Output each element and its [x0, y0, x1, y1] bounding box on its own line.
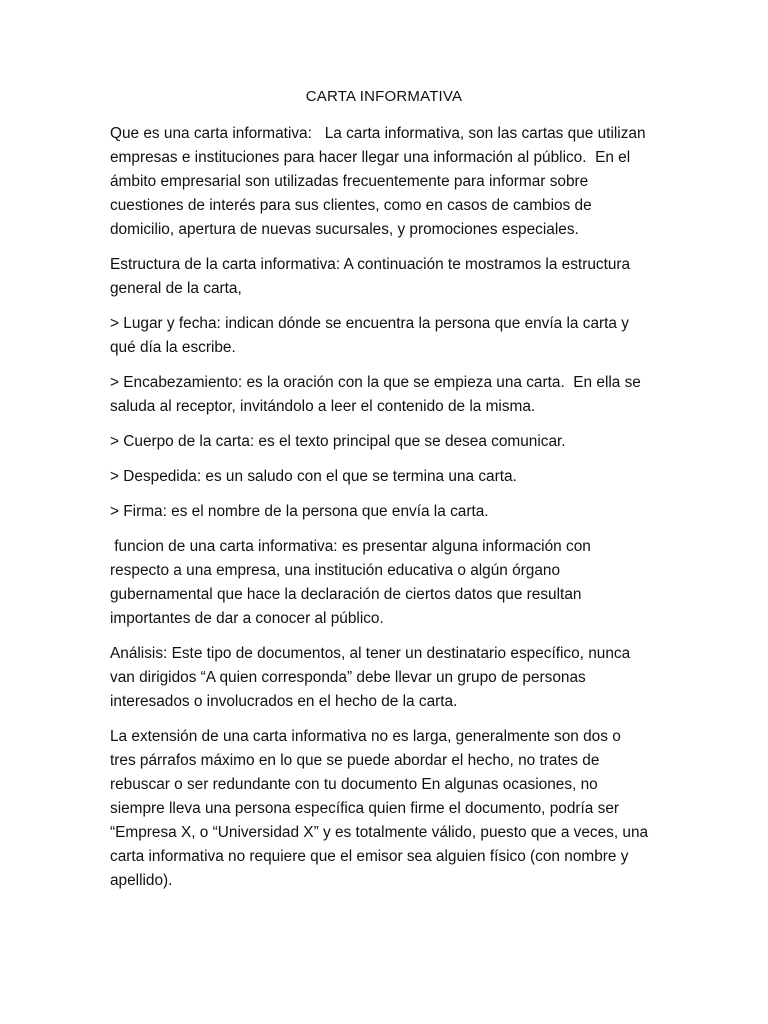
paragraph-extension: La extensión de una carta informativa no es larga, generalmente son dos o tres párrafos máximo en lo que se puede abordar el hecho, no trates de rebuscar o ser redundante con tu documento En algunas ocasiones, no siempre lleva una persona específica quien firme el documento, podría ser “Empresa X, o “Universidad X” y es totalmente válido, puesto que a veces, una carta informativa no requiere que el emisor sea alguien físico (con nombre y apellido). [110, 728, 653, 889]
list-item-lugar-fecha: > Lugar y fecha: indican dónde se encuentra la persona que envía la carta y qué día la escribe. [110, 315, 634, 356]
list-item-cuerpo: > Cuerpo de la carta: es el texto principal que se desea comunicar. [110, 433, 566, 450]
document-title: CARTA INFORMATIVA [305, 88, 463, 105]
document-body [110, 122, 653, 904]
paragraph-analisis: Análisis: Este tipo de documentos, al tener un destinatario específico, nunca van dirigidos “A quien corresponda” debe llevar un grupo de personas interesados o involucrados en el hecho de la carta. [110, 645, 635, 710]
list-item-encabezamiento: > Encabezamiento: es la oración con la que se empieza una carta. En ella se saluda al receptor, invitándolo a leer el contenido de la misma. [110, 374, 646, 415]
paragraph-definition: Que es una carta informativa: La carta informativa, son las cartas que utilizan empresas e instituciones para hacer llegar una información al público. En el ámbito empresarial son utilizadas frecuentemente para informar sobre cuestiones de interés para sus clientes, como en casos de cambios de domicilio, apertura de nuevas sucursales, y promociones especiales. [110, 125, 650, 238]
paragraph-structure-intro: Estructura de la carta informativa: A continuación te mostramos la estructura general de la carta, [110, 256, 635, 297]
list-item-firma: > Firma: es el nombre de la persona que envía la carta. [110, 503, 489, 520]
paragraph-funcion: funcion de una carta informativa: es presentar alguna información con respecto a una empresa, una institución educativa o algún órgano gubernamental que hace la declaración de ciertos datos que resultan importantes de dar a conocer al público. [110, 538, 596, 627]
list-item-despedida: > Despedida: es un saludo con el que se termina una carta. [110, 468, 517, 485]
